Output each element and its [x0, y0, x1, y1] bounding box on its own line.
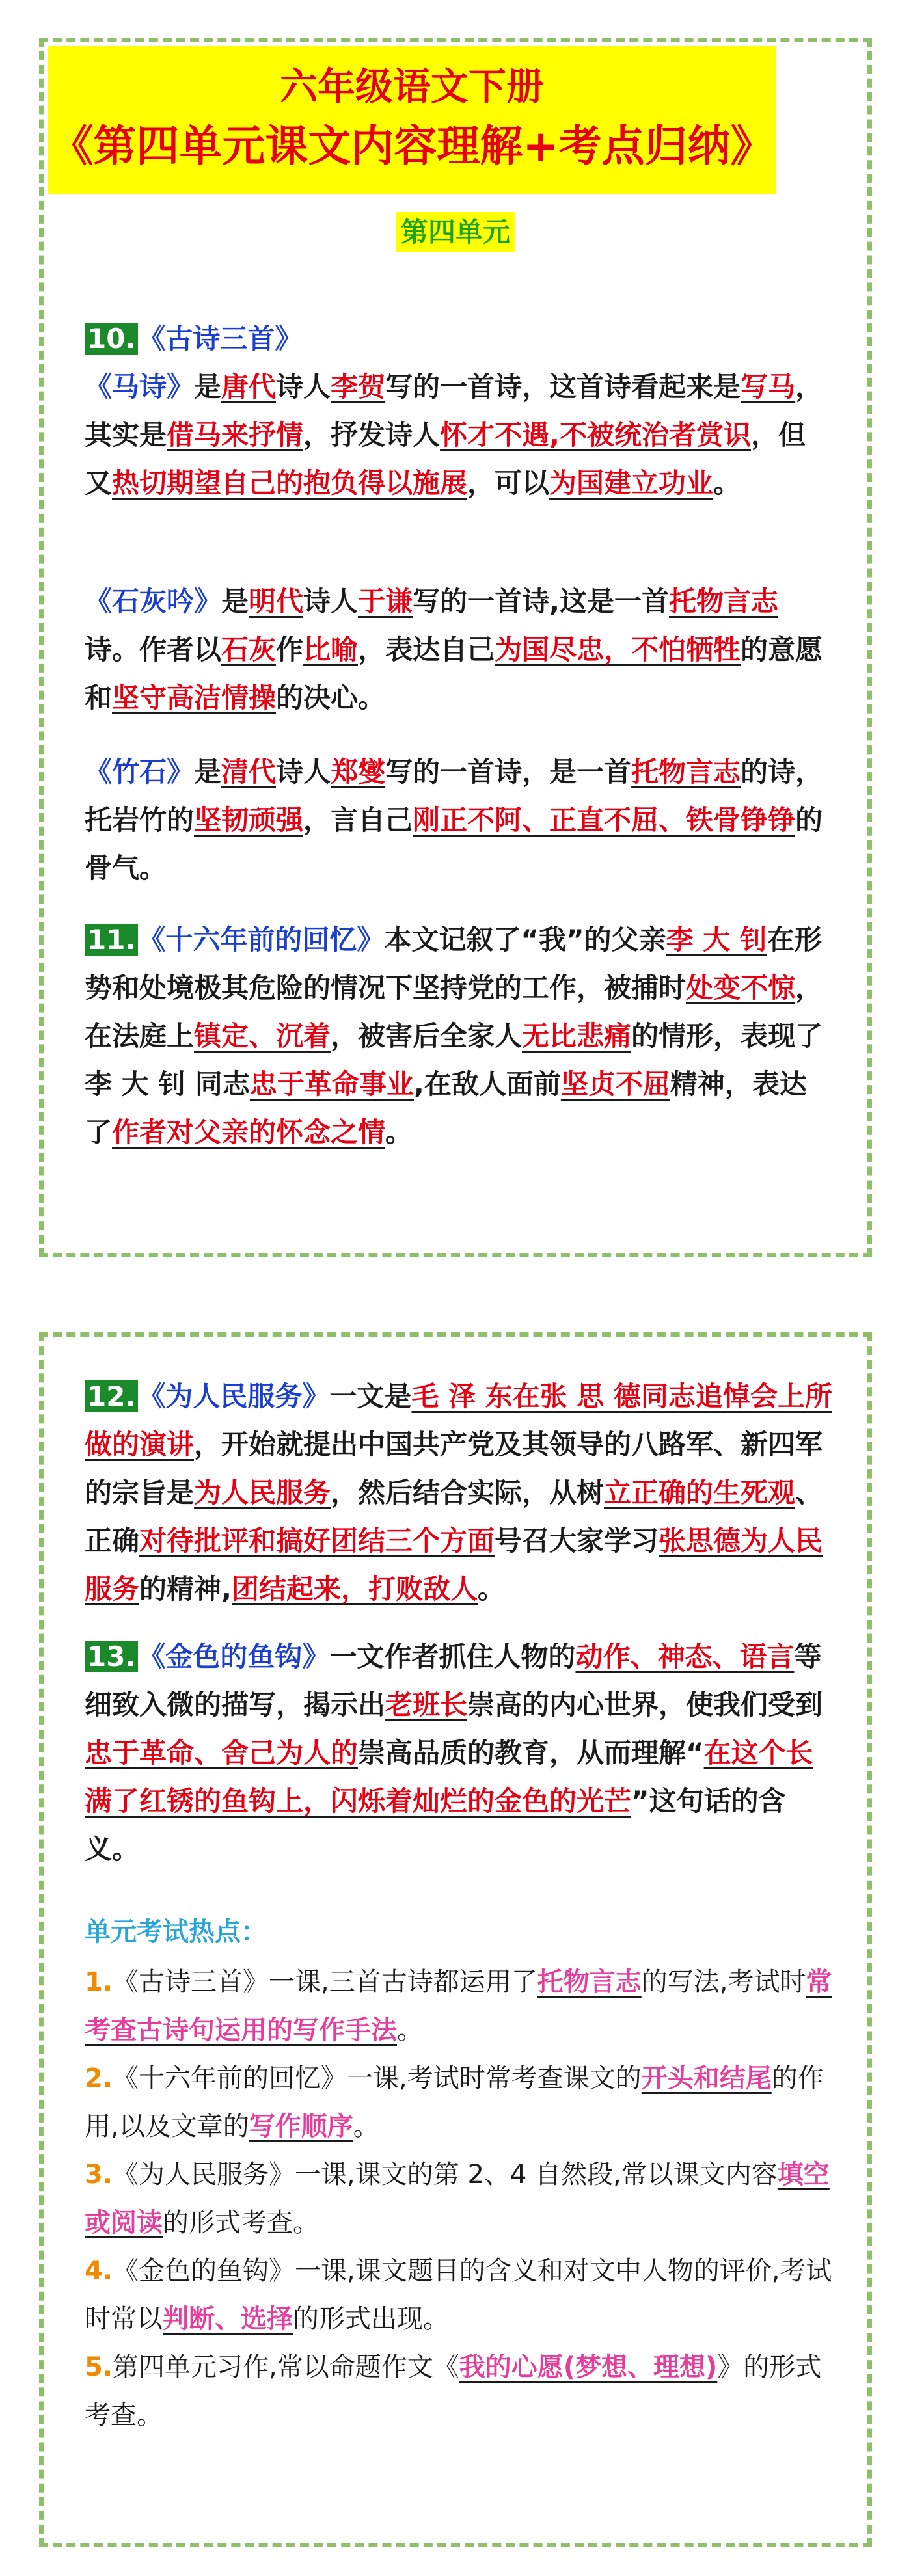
paragraph-mashi: [85, 363, 833, 507]
key-point: 处变不惊: [686, 972, 796, 1004]
text: 的形式出现。: [293, 2304, 449, 2334]
text: 一文是: [329, 1380, 412, 1412]
section-title: 《十六年前的回忆》: [138, 924, 385, 956]
key-point: 判断、选择: [163, 2304, 293, 2334]
hotspot-item-4: [85, 2247, 833, 2343]
key-point: 写马: [741, 371, 796, 403]
key-point: 坚贞不屈: [560, 1068, 670, 1100]
key-point: 唐代: [221, 371, 277, 403]
text: ，言自己: [303, 804, 413, 836]
key-point: 填空或阅读: [85, 2160, 830, 2238]
text: 的决心。: [276, 682, 386, 714]
title-banner: [48, 46, 776, 194]
text: 写的一首诗，这首诗看起来是: [385, 371, 741, 403]
text: 诗。作者以: [85, 634, 222, 665]
text: 诗人: [303, 585, 359, 617]
text: 一文作者抓住人物的: [329, 1641, 576, 1672]
text: 的写法,考试时: [641, 1967, 806, 1997]
section-title: 《古诗三首》: [138, 323, 303, 355]
hotspot-item-2: [85, 2054, 833, 2151]
key-point: 常考查古诗句运用的写作手法: [85, 1967, 832, 2045]
item-number: 5.: [85, 2352, 113, 2382]
text: 崇高的内心世界，使我们受到: [467, 1689, 823, 1721]
key-point: 动作、神态、语言: [575, 1641, 795, 1672]
text: ”这句话的含义。: [85, 1785, 786, 1865]
key-point: 毛 泽 东在张 思 德同志追悼会上所做的演讲: [85, 1380, 832, 1460]
text: 的情形，表现了 李 大 钊 同志: [85, 1020, 823, 1100]
section-number: 13.: [85, 1641, 138, 1672]
section-number: 10.: [85, 323, 138, 355]
text: 本文记叙了“我”的父亲: [384, 924, 666, 956]
section-11-paragraph: [85, 916, 833, 1157]
unit-label: 第四单元: [396, 212, 515, 252]
key-point: 坚守高洁情操: [112, 682, 277, 714]
text: ，抒发诗人: [303, 419, 441, 451]
text: 》的形式考查。: [85, 2352, 822, 2430]
item-number: 1.: [85, 1967, 113, 1997]
text: 号召大家学习: [495, 1525, 659, 1557]
key-point: 写作顺序: [249, 2112, 353, 2141]
poem-title: 《马诗》: [85, 371, 195, 403]
key-point: 热切期望自己的抱负得以施展: [112, 467, 468, 499]
hotspot-item-5: [85, 2343, 833, 2439]
text: 的精神,: [139, 1573, 232, 1605]
text: 。: [478, 1573, 506, 1605]
poem-title: 《石灰吟》: [85, 585, 222, 617]
text: 是: [194, 371, 222, 403]
text: 在形势和处境极其危险的情况下坚持党的工作，被捕时: [85, 924, 822, 1004]
section-12-paragraph: [85, 1373, 833, 1613]
text: 诗人: [276, 371, 331, 403]
text: ，在法庭上: [85, 972, 823, 1052]
item-number: 4.: [85, 2256, 113, 2286]
text: 等细致入微的描写，揭示出: [85, 1641, 822, 1721]
text: ，开始就提出中国共产党及其领导的八路军、新四军的宗旨是: [85, 1429, 823, 1509]
text: ，然后结合实际，从树: [331, 1477, 605, 1509]
hotspot-item-1: [85, 1958, 833, 2054]
text: 第四单元习作,常以命题作文《: [113, 2352, 459, 2382]
key-point: 清代: [221, 756, 277, 788]
text: 《古诗三首》一课,三首古诗都运用了: [113, 1967, 537, 1997]
item-number: 2.: [85, 2063, 113, 2093]
key-point: 于谦: [358, 585, 413, 617]
key-point: 李贺: [331, 371, 386, 403]
key-point: 郑燮: [331, 756, 386, 788]
text: ，可以: [467, 467, 550, 499]
key-point: 托物言志: [537, 1967, 642, 1997]
key-point: 托物言志: [631, 756, 741, 788]
text: 。: [397, 2015, 423, 2045]
text: 是: [194, 756, 222, 788]
text: 的形式考查。: [163, 2208, 319, 2238]
title-line-2: 《第四单元课文内容理解+考点归纳》: [50, 121, 774, 171]
key-point: 在这个长满了红锈的鱼钩上，闪烁着灿烂的金色的光芒: [85, 1737, 813, 1817]
text: 《金色的鱼钩》一课,课文题目的含义和对文中人物的评价,考试时常以: [85, 2256, 832, 2334]
key-point: 团结起来，打败敌人: [231, 1573, 478, 1605]
text: ，表达自己: [358, 634, 495, 665]
key-point: 为国尽忠，不怕牺牲: [495, 634, 741, 665]
item-number: 3.: [85, 2160, 113, 2190]
text: 的骨气。: [85, 804, 823, 884]
key-point: 立正确的生死观: [604, 1477, 796, 1509]
key-point: 刚正不阿、正直不屈、铁骨铮铮: [413, 804, 796, 836]
key-point: 石灰: [221, 634, 277, 665]
poem-title: 《竹石》: [85, 756, 195, 788]
title-line-1: 六年级语文下册: [279, 64, 544, 109]
section-10-heading: [85, 315, 833, 363]
text: ，被害后全家人: [331, 1020, 523, 1052]
text: 诗人: [276, 756, 331, 788]
text: 写的一首诗,这是一首: [413, 585, 670, 617]
text: ，但又: [85, 419, 806, 499]
key-point: 作者对父亲的怀念之情: [112, 1116, 386, 1148]
key-point: 坚韧顽强: [194, 804, 304, 836]
section-title: 《金色的鱼钩》: [138, 1641, 330, 1672]
text: 作: [276, 634, 304, 665]
key-point: 对待批评和搞好团结三个方面: [139, 1525, 495, 1557]
key-point: 镇定、沉着: [194, 1020, 331, 1052]
text: 写的一首诗，是一首: [385, 756, 632, 788]
hotspot-item-3: [85, 2151, 833, 2247]
key-point: 李 大 钊: [666, 924, 767, 956]
text: 。: [385, 1116, 413, 1148]
key-point: 托物言志: [669, 585, 779, 617]
text: 精神，表达了: [85, 1068, 807, 1148]
text: 。: [713, 467, 741, 499]
text: ,在敌人面前: [413, 1068, 561, 1100]
key-point: 为人民服务: [194, 1477, 331, 1509]
text: 的意愿和: [85, 634, 823, 714]
text: 《十六年前的回忆》一课,考试时常考查课文的: [113, 2063, 642, 2093]
hotspots-title: 单元考试热点：: [85, 1917, 267, 1947]
key-point: 张思德为人民服务: [85, 1525, 823, 1605]
section-number: 11.: [85, 924, 138, 956]
text: 的作用,以及文章的: [85, 2063, 824, 2141]
key-point: 忠于革命、舍己为人的: [85, 1737, 359, 1769]
section-number: 12.: [85, 1380, 138, 1412]
text: ，其实是: [85, 371, 823, 451]
key-point: 忠于革命事业: [249, 1068, 414, 1100]
text: 《为人民服务》一课,课文的第 2、4 自然段,常以课文内容: [113, 2160, 778, 2190]
text: 、正确: [85, 1477, 823, 1557]
section-13-paragraph: [85, 1633, 833, 1873]
key-point: 比喻: [303, 634, 359, 665]
key-point: 为国建立功业: [549, 467, 714, 499]
key-point: 明代: [249, 585, 304, 617]
key-point: 我的心愿(梦想、理想): [459, 2352, 718, 2382]
text: 崇高品质的教育，从而理解“: [358, 1737, 704, 1769]
text: 的诗，托岩竹的: [85, 756, 823, 836]
paragraph-zhushi: [85, 748, 833, 892]
paragraph-shihuiyin: [85, 578, 833, 722]
text: 是: [221, 585, 249, 617]
key-point: 借马来抒情: [167, 419, 304, 451]
section-title: 《为人民服务》: [138, 1380, 330, 1412]
key-point: 怀才不遇,不被统治者赏识: [440, 419, 752, 451]
key-point: 开头和结尾: [641, 2063, 772, 2093]
key-point: 老班长: [385, 1689, 468, 1721]
text: 。: [353, 2112, 379, 2141]
key-point: 无比悲痛: [522, 1020, 632, 1052]
